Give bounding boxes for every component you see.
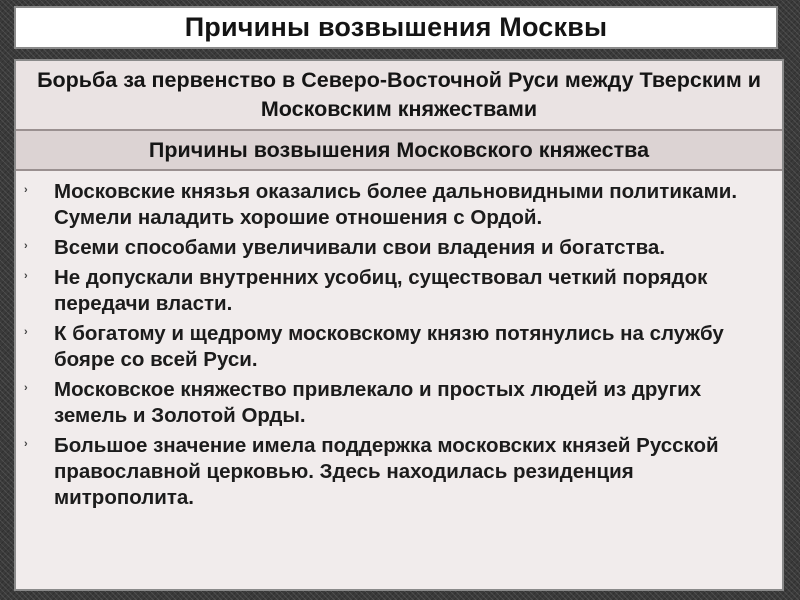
content-panel bbox=[14, 59, 784, 591]
bullet-icon: › bbox=[24, 184, 28, 196]
list-item-text: Не допускали внутренних усобиц, существовал четкий порядок передачи власти. bbox=[54, 266, 708, 315]
bullet-icon: › bbox=[24, 240, 28, 252]
list-item bbox=[16, 433, 772, 511]
list-item-text: Московское княжество привлекало и простых людей из других земель и Золотой Орды. bbox=[54, 378, 702, 427]
list-item bbox=[16, 235, 772, 261]
section-header-text: Причины возвышения Московского княжества bbox=[148, 137, 650, 162]
bullet-icon: › bbox=[24, 326, 28, 338]
bullet-icon: › bbox=[24, 382, 28, 394]
bullet-icon: › bbox=[24, 270, 28, 282]
list-item bbox=[16, 321, 772, 373]
subtitle-block bbox=[16, 61, 782, 131]
reasons-list bbox=[16, 171, 782, 589]
section-header bbox=[16, 131, 782, 171]
subtitle-text: Борьба за первенство в Северо-Восточной Руси между Тверским и Московским княжествами bbox=[37, 68, 761, 121]
list-item bbox=[16, 265, 772, 317]
list-item-text: Большое значение имела поддержка московских князей Русской православной церковью. Здесь находилась резиденция митрополита. bbox=[54, 434, 719, 509]
list-item bbox=[16, 377, 772, 429]
list-item-text: Всеми способами увеличивали свои владения и богатства. bbox=[54, 236, 666, 259]
list-item-text: К богатому и щедрому московскому князю потянулись на службу бояре со всей Руси. bbox=[54, 322, 724, 371]
list-item-text: Московские князья оказались более дальновидными политиками. Сумели наладить хорошие отношения с Ордой. bbox=[54, 180, 738, 229]
list-item bbox=[16, 179, 772, 231]
bullet-icon: › bbox=[24, 438, 28, 450]
slide-title: Причины возвышения Москвы bbox=[14, 6, 778, 49]
